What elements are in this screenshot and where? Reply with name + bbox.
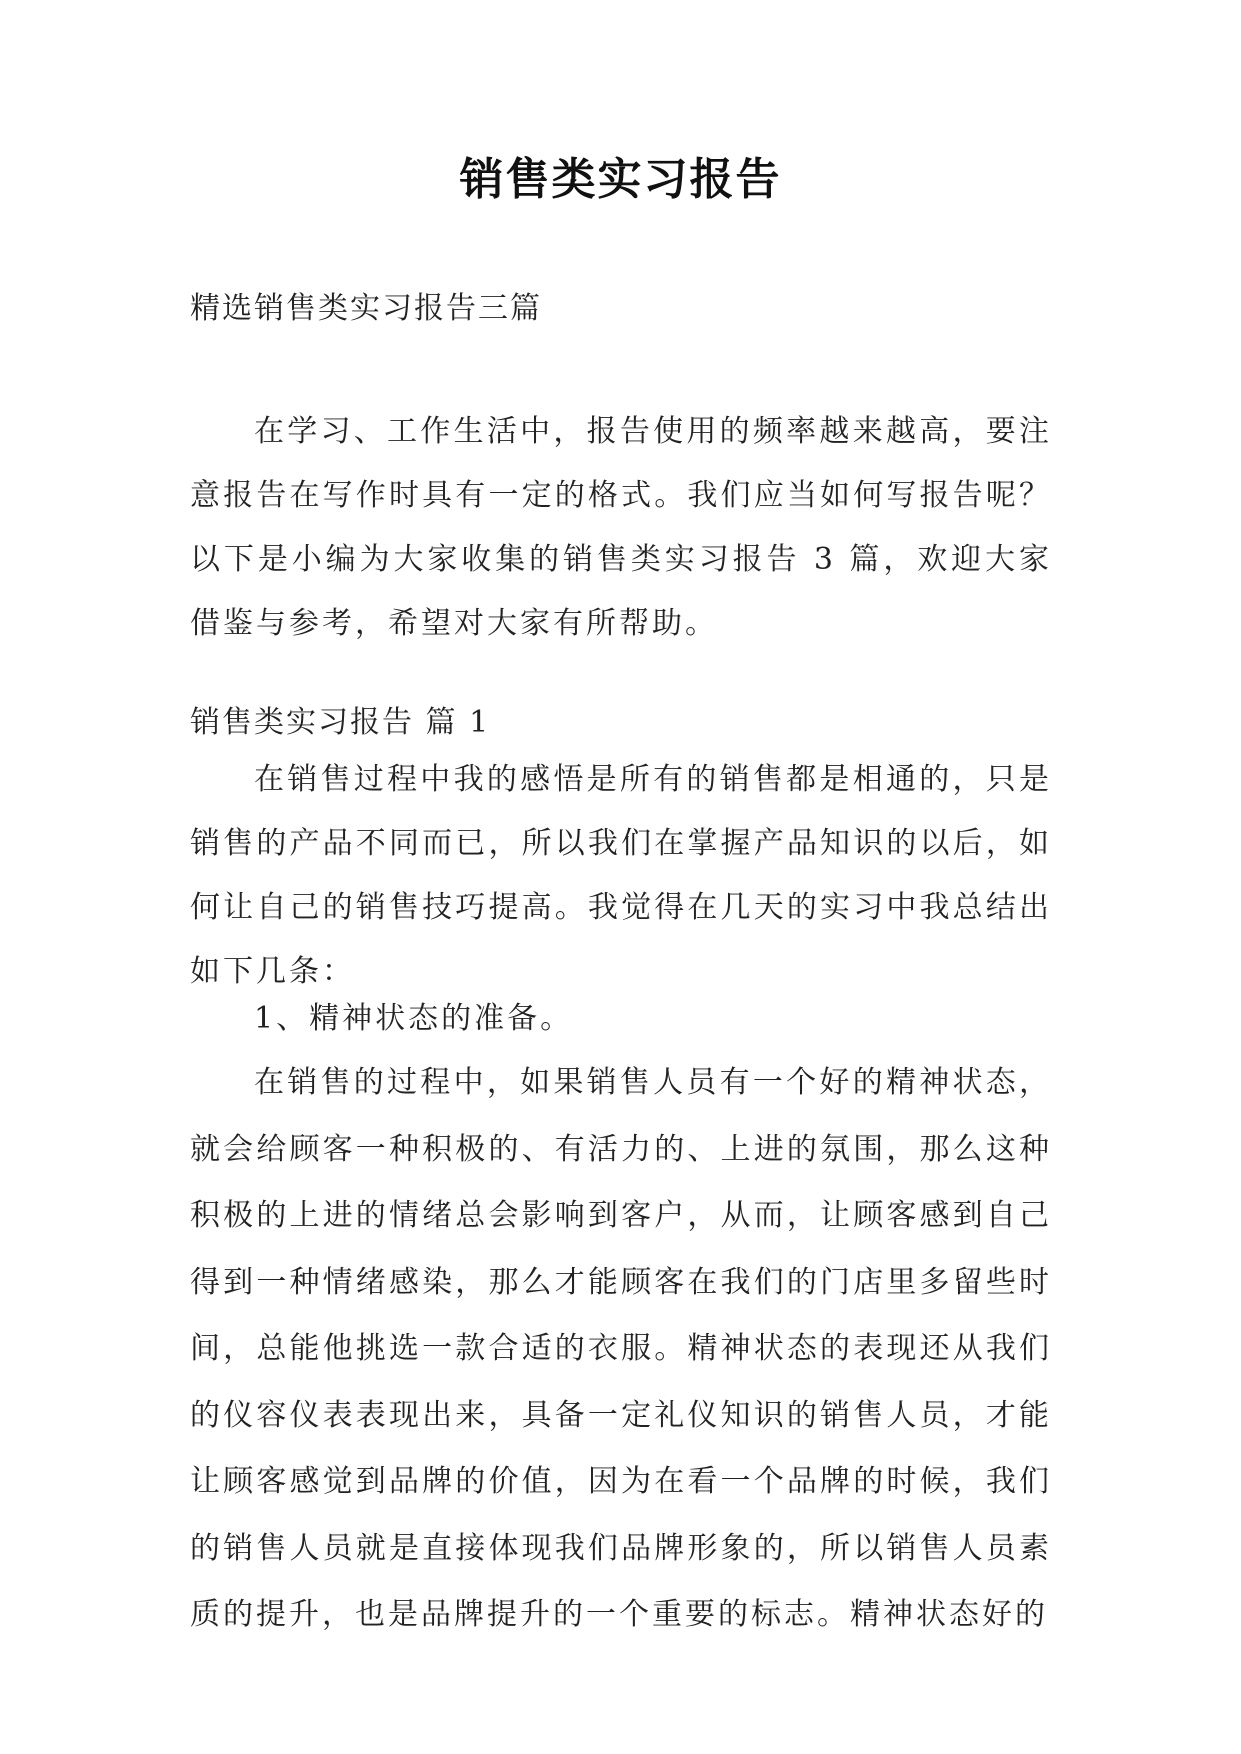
- section-heading: 销售类实习报告 篇 1: [190, 705, 491, 740]
- list-item-1: 1、精神状态的准备。: [254, 1001, 574, 1036]
- body-paragraph-2: 在销售的过程中，如果销售人员有一个好的精神状态，就会给顾客一种积极的、有活力的、上进的氛围，那么这种积极的上进的情绪总会影响到客户，从而，让顾客感到自己得到一种情绪感染，那么才能顾客在我们的门店里多留些时间，总能他挑选一款合适的衣服。精神状态的表现还从我们的仪容仪表表现出来，具备一定礼仪知识的销售人员，才能让顾客感觉到品牌的价值，因为在看一个品牌的时候，我们的销售人员就是直接体现我们品牌形象的，所以销售人员素质的提升，也是品牌提升的一个重要的标志。精神状态好的: [190, 1065, 1052, 1632]
- document-title: 销售类实习报告: [459, 154, 782, 205]
- body-paragraph-1: 在销售过程中我的感悟是所有的销售都是相通的，只是销售的产品不同而已，所以我们在掌握产品知识的以后，如何让自己的销售技巧提高。我觉得在几天的实习中我总结出如下几条：: [190, 762, 1052, 989]
- document-subtitle: 精选销售类实习报告三篇: [190, 291, 542, 326]
- intro-paragraph: 在学习、工作生活中，报告使用的频率越来越高，要注意报告在写作时具有一定的格式。我们应当如何写报告呢？以下是小编为大家收集的销售类实习报告 3 篇，欢迎大家借鉴与参考，希望对大家有所帮助。: [190, 414, 1052, 641]
